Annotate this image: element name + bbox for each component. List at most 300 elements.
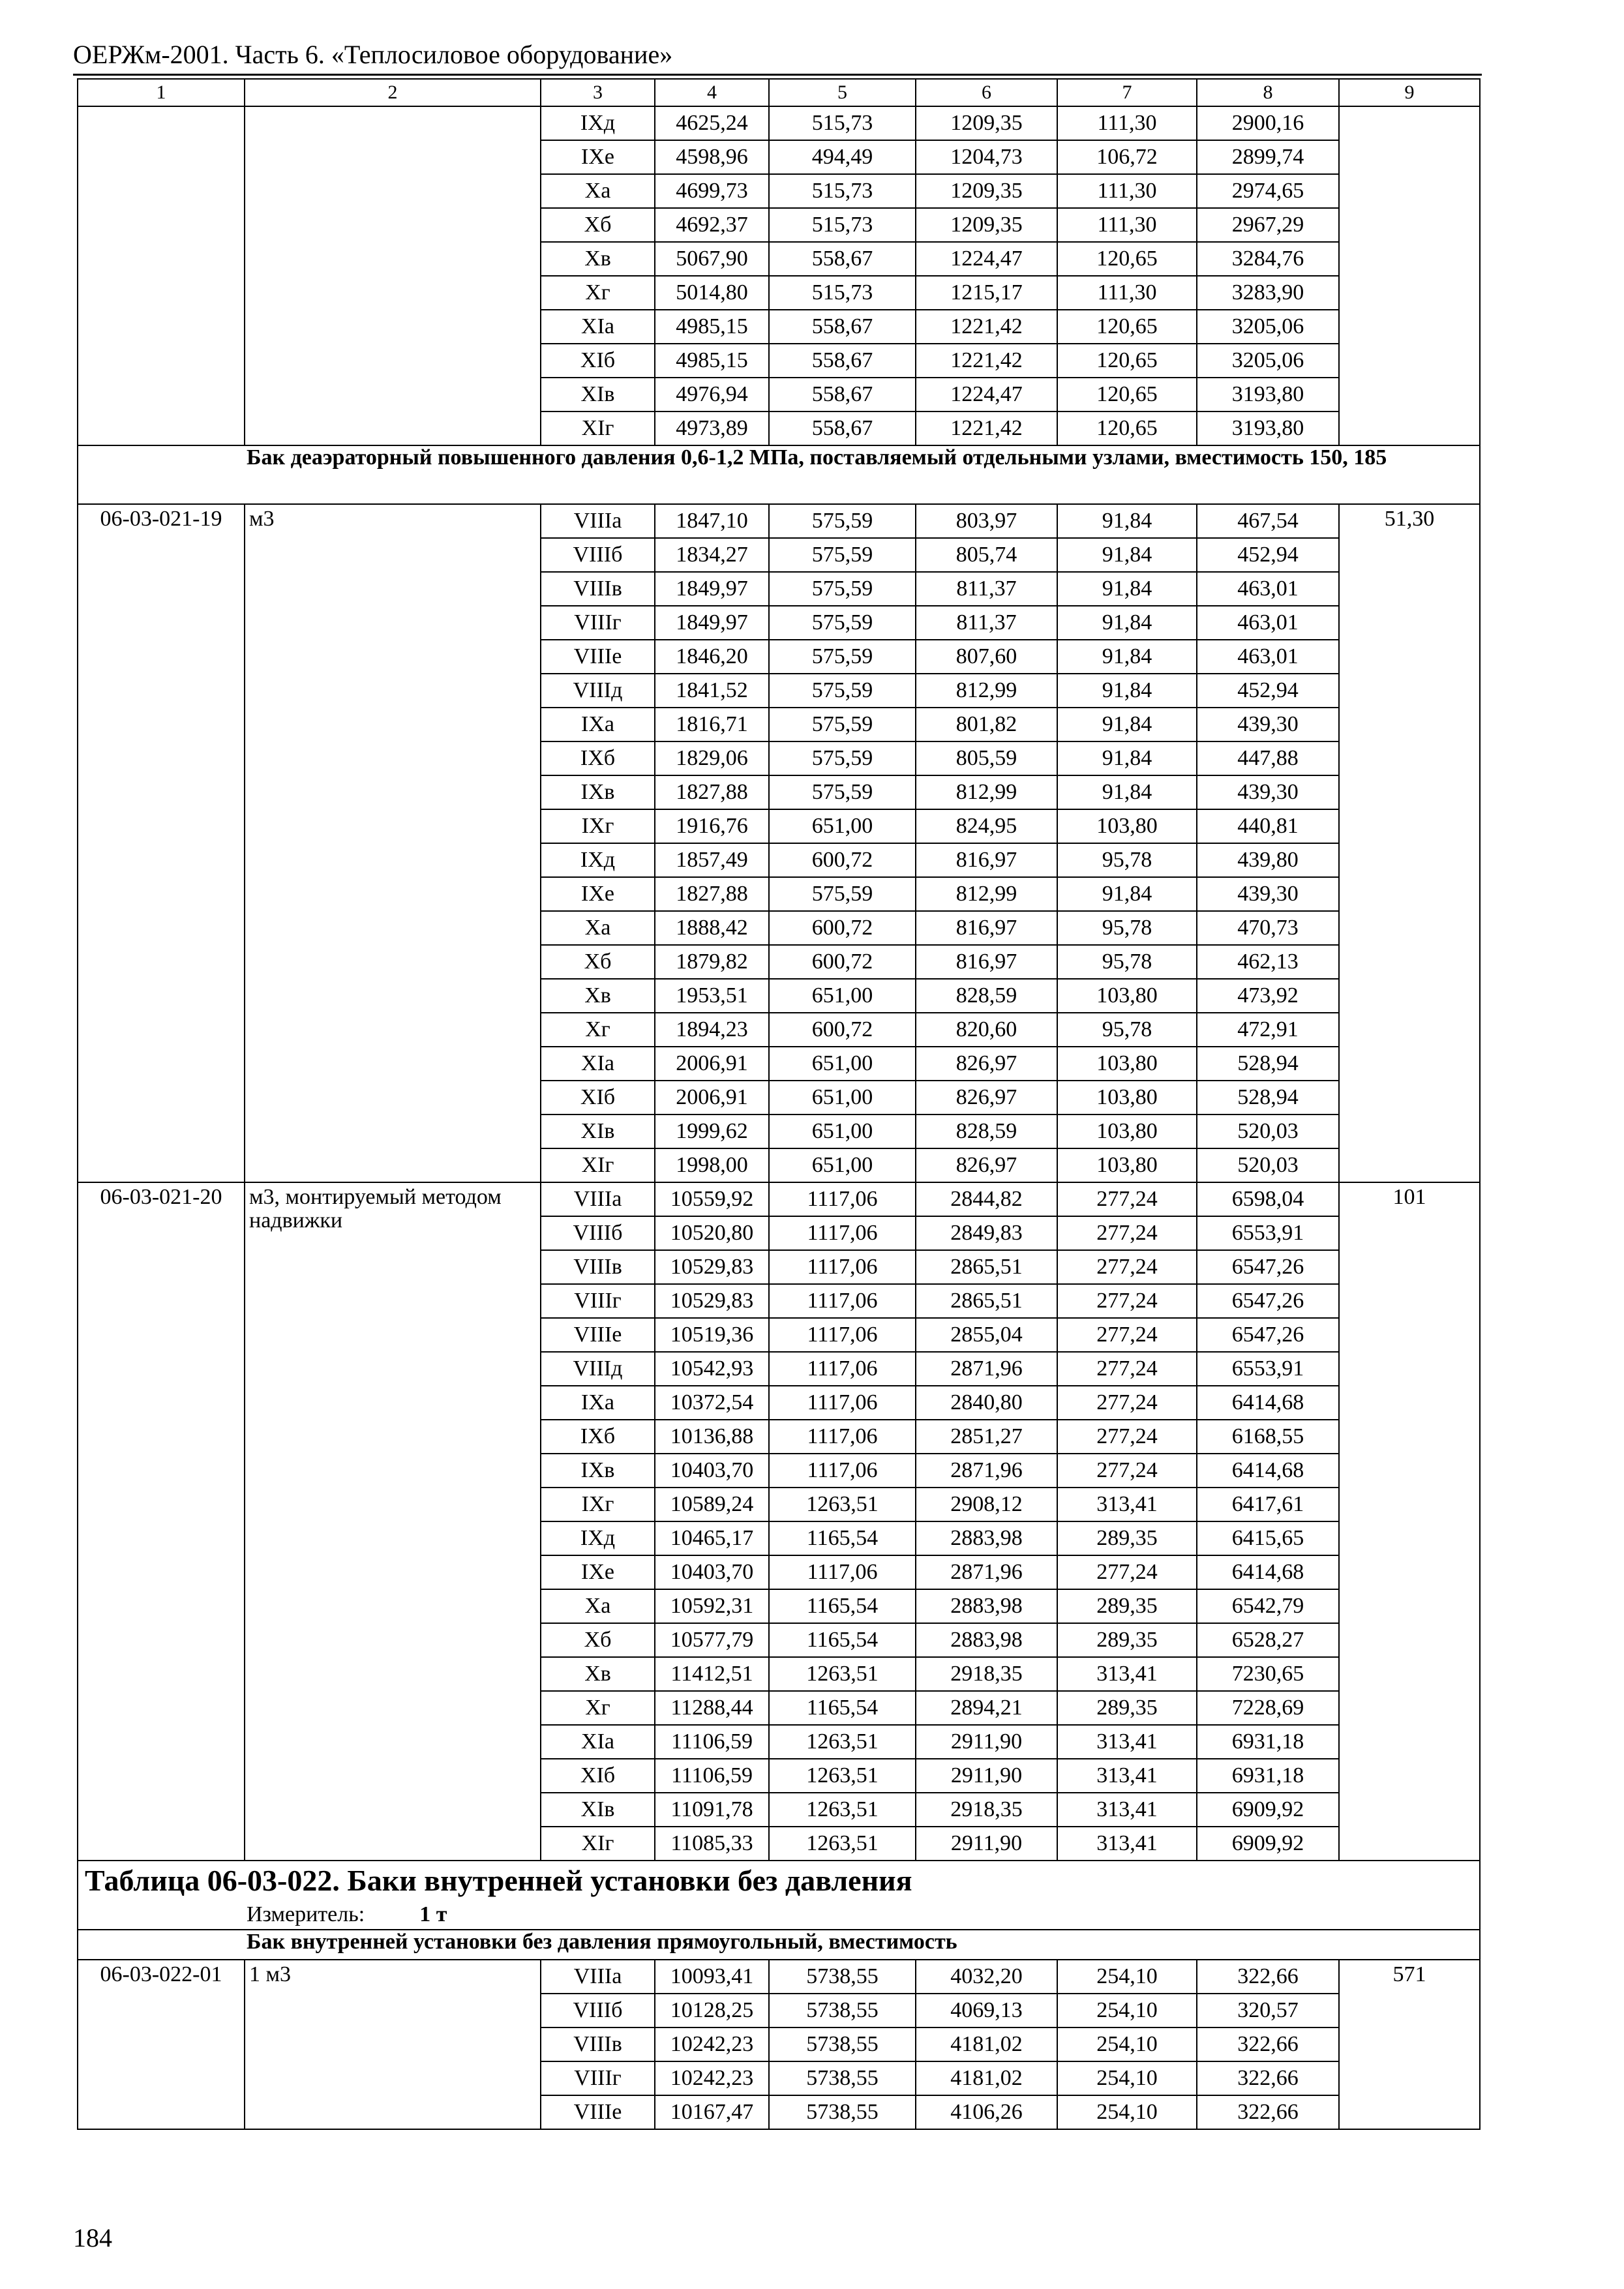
machinist-wages: 313,41 [1057,1657,1197,1691]
materials-cost: 6931,18 [1197,1725,1339,1759]
labor-wages: 1117,06 [769,1386,916,1420]
price-zone: XIв [541,1115,655,1148]
machinist-wages: 313,41 [1057,1725,1197,1759]
materials-cost: 6542,79 [1197,1589,1339,1623]
materials-cost: 463,01 [1197,606,1339,640]
rate-description: 1 м3 [245,1960,541,2129]
materials-cost: 320,57 [1197,1994,1339,2027]
labor-wages: 575,59 [769,674,916,708]
machine-cost: 4032,20 [916,1960,1057,1994]
machinist-wages: 254,10 [1057,2027,1197,2061]
labor-wages: 600,72 [769,843,916,877]
machine-cost: 4181,02 [916,2061,1057,2095]
labor-wages: 1117,06 [769,1284,916,1318]
machine-cost: 2855,04 [916,1318,1057,1352]
machine-cost: 2911,90 [916,1759,1057,1793]
machinist-wages: 103,80 [1057,1047,1197,1081]
total-cost: 11091,78 [655,1793,769,1827]
total-cost: 1916,76 [655,809,769,843]
table-title-row [78,1861,1480,1900]
machine-cost: 811,37 [916,572,1057,606]
labor-wages: 515,73 [769,174,916,208]
price-zone: Xг [541,1013,655,1047]
total-cost: 4976,94 [655,378,769,411]
total-cost: 4985,15 [655,344,769,378]
machinist-wages: 103,80 [1057,1148,1197,1182]
materials-cost: 322,66 [1197,1960,1339,1994]
labor-wages: 1117,06 [769,1182,916,1216]
materials-cost: 452,94 [1197,674,1339,708]
price-zone: IXд [541,106,655,140]
machine-cost: 803,97 [916,504,1057,538]
machine-cost: 816,97 [916,843,1057,877]
total-cost: 11085,33 [655,1827,769,1861]
rate-code: 06-03-021-20 [78,1182,245,1861]
materials-cost: 439,30 [1197,775,1339,809]
machine-cost: 2918,35 [916,1657,1057,1691]
column-number: 3 [541,79,655,106]
machine-cost: 1215,17 [916,276,1057,310]
labor-wages: 1117,06 [769,1454,916,1488]
machinist-wages: 103,80 [1057,809,1197,843]
materials-cost: 447,88 [1197,741,1339,775]
machinist-wages: 91,84 [1057,538,1197,572]
labor-wages: 575,59 [769,741,916,775]
machinist-wages: 111,30 [1057,208,1197,242]
machinist-wages: 289,35 [1057,1691,1197,1725]
machinist-wages: 111,30 [1057,106,1197,140]
total-cost: 11288,44 [655,1691,769,1725]
column-number-row [78,79,1480,106]
machinist-wages: 277,24 [1057,1352,1197,1386]
total-cost: 10592,31 [655,1589,769,1623]
machine-cost: 1221,42 [916,344,1057,378]
labor-hours: 51,30 [1339,504,1480,1182]
labor-hours: 101 [1339,1182,1480,1861]
materials-cost: 439,80 [1197,843,1339,877]
machine-cost: 2883,98 [916,1623,1057,1657]
labor-wages: 651,00 [769,1081,916,1115]
labor-wages: 558,67 [769,242,916,276]
price-zone: XIа [541,1725,655,1759]
labor-wages: 1263,51 [769,1725,916,1759]
labor-wages: 651,00 [769,1047,916,1081]
measure-cell [78,1900,1480,1930]
machine-cost: 828,59 [916,979,1057,1013]
materials-cost: 472,91 [1197,1013,1339,1047]
machine-cost: 2911,90 [916,1827,1057,1861]
machine-cost: 1209,35 [916,174,1057,208]
total-cost: 2006,91 [655,1047,769,1081]
price-zone: Xа [541,1589,655,1623]
materials-cost: 440,81 [1197,809,1339,843]
materials-cost: 6547,26 [1197,1250,1339,1284]
machine-cost: 820,60 [916,1013,1057,1047]
machine-cost: 1204,73 [916,140,1057,174]
materials-cost: 7230,65 [1197,1657,1339,1691]
price-zone: XIг [541,1148,655,1182]
machine-cost: 812,99 [916,674,1057,708]
total-cost: 4692,37 [655,208,769,242]
price-zone: VIIIа [541,504,655,538]
price-zone: IXе [541,877,655,911]
machinist-wages: 254,10 [1057,2061,1197,2095]
total-cost: 1827,88 [655,775,769,809]
price-zone: IXд [541,1521,655,1555]
labor-wages: 575,59 [769,538,916,572]
price-zone: XIа [541,1047,655,1081]
rate-description: м3, монтируемый методом надвижки [245,1182,541,1861]
price-zone: XIа [541,310,655,344]
materials-cost: 2900,16 [1197,106,1339,140]
materials-cost: 520,03 [1197,1148,1339,1182]
materials-cost: 463,01 [1197,572,1339,606]
total-cost: 1849,97 [655,572,769,606]
labor-wages: 651,00 [769,1115,916,1148]
materials-cost: 3193,80 [1197,378,1339,411]
labor-wages: 1263,51 [769,1793,916,1827]
machinist-wages: 95,78 [1057,911,1197,945]
total-cost: 1888,42 [655,911,769,945]
machinist-wages: 91,84 [1057,741,1197,775]
machine-cost: 1221,42 [916,310,1057,344]
materials-cost: 3284,76 [1197,242,1339,276]
materials-cost: 6415,65 [1197,1521,1339,1555]
table-row [78,504,1480,538]
materials-cost: 6547,26 [1197,1318,1339,1352]
machine-cost: 2840,80 [916,1386,1057,1420]
page-number: 184 [73,2223,112,2252]
machine-cost: 811,37 [916,606,1057,640]
column-number: 6 [916,79,1057,106]
column-number: 9 [1339,79,1480,106]
price-zone: Xа [541,174,655,208]
machinist-wages: 91,84 [1057,775,1197,809]
price-zone: XIб [541,1081,655,1115]
materials-cost: 3283,90 [1197,276,1339,310]
total-cost: 1953,51 [655,979,769,1013]
total-cost: 10520,80 [655,1216,769,1250]
labor-wages: 575,59 [769,504,916,538]
column-number: 2 [245,79,541,106]
rate-description [245,106,541,445]
price-zone: IXа [541,708,655,741]
measure-label: Измеритель: [247,1902,365,1926]
total-cost: 4973,89 [655,411,769,445]
labor-wages: 558,67 [769,378,916,411]
labor-wages: 1117,06 [769,1250,916,1284]
machinist-wages: 254,10 [1057,1960,1197,1994]
price-zone: XIг [541,411,655,445]
price-zone: IXд [541,843,655,877]
materials-cost: 3193,80 [1197,411,1339,445]
machinist-wages: 277,24 [1057,1182,1197,1216]
measure-row [78,1900,1480,1930]
machine-cost: 1209,35 [916,106,1057,140]
labor-wages: 1165,54 [769,1589,916,1623]
total-cost: 11106,59 [655,1759,769,1793]
labor-wages: 1263,51 [769,1488,916,1521]
materials-cost: 462,13 [1197,945,1339,979]
total-cost: 1834,27 [655,538,769,572]
total-cost: 5014,80 [655,276,769,310]
machine-cost: 828,59 [916,1115,1057,1148]
price-zone: VIIIа [541,1182,655,1216]
price-zone: Xв [541,1657,655,1691]
total-cost: 1847,10 [655,504,769,538]
total-cost: 1829,06 [655,741,769,775]
materials-cost: 2967,29 [1197,208,1339,242]
table-row [78,1182,1480,1216]
labor-wages: 5738,55 [769,2095,916,2129]
price-zone: XIб [541,1759,655,1793]
price-zone: VIIIв [541,2027,655,2061]
total-cost: 1879,82 [655,945,769,979]
materials-cost: 6528,27 [1197,1623,1339,1657]
materials-cost: 473,92 [1197,979,1339,1013]
labor-hours: 571 [1339,1960,1480,2129]
materials-cost: 2974,65 [1197,174,1339,208]
price-zone: VIIIв [541,1250,655,1284]
machinist-wages: 120,65 [1057,344,1197,378]
machinist-wages: 277,24 [1057,1250,1197,1284]
rates-table [77,78,1481,2130]
materials-cost: 452,94 [1197,538,1339,572]
materials-cost: 3205,06 [1197,344,1339,378]
price-zone: IXб [541,1420,655,1454]
price-zone: VIIIе [541,640,655,674]
machinist-wages: 277,24 [1057,1318,1197,1352]
rate-code: 06-03-021-19 [78,504,245,1182]
labor-wages: 575,59 [769,708,916,741]
total-cost: 1841,52 [655,674,769,708]
price-zone: Xг [541,276,655,310]
total-cost: 10093,41 [655,1960,769,1994]
machinist-wages: 277,24 [1057,1555,1197,1589]
labor-wages: 5738,55 [769,1994,916,2027]
machinist-wages: 254,10 [1057,2095,1197,2129]
total-cost: 1816,71 [655,708,769,741]
column-number: 1 [78,79,245,106]
machine-cost: 2871,96 [916,1352,1057,1386]
labor-wages: 5738,55 [769,1960,916,1994]
machine-cost: 816,97 [916,945,1057,979]
price-zone: VIIIд [541,674,655,708]
machinist-wages: 111,30 [1057,276,1197,310]
labor-wages: 651,00 [769,809,916,843]
machinist-wages: 91,84 [1057,674,1197,708]
materials-cost: 2899,74 [1197,140,1339,174]
total-cost: 1849,97 [655,606,769,640]
machine-cost: 2883,98 [916,1521,1057,1555]
total-cost: 10128,25 [655,1994,769,2027]
price-zone: VIIIв [541,572,655,606]
machinist-wages: 120,65 [1057,411,1197,445]
measure-value: 1 т [419,1902,447,1926]
machine-cost: 2844,82 [916,1182,1057,1216]
price-zone: IXе [541,140,655,174]
machinist-wages: 91,84 [1057,504,1197,538]
machine-cost: 2871,96 [916,1555,1057,1589]
total-cost: 1846,20 [655,640,769,674]
labor-wages: 1117,06 [769,1216,916,1250]
materials-cost: 6931,18 [1197,1759,1339,1793]
price-zone: Xб [541,945,655,979]
total-cost: 10372,54 [655,1386,769,1420]
price-zone: XIв [541,378,655,411]
price-zone: IXе [541,1555,655,1589]
price-zone: XIб [541,344,655,378]
machinist-wages: 289,35 [1057,1589,1197,1623]
materials-cost: 6414,68 [1197,1386,1339,1420]
labor-wages: 600,72 [769,911,916,945]
machinist-wages: 103,80 [1057,1081,1197,1115]
machine-cost: 812,99 [916,877,1057,911]
price-zone: Xб [541,208,655,242]
materials-cost: 7228,69 [1197,1691,1339,1725]
machine-cost: 4106,26 [916,2095,1057,2129]
section-title: Бак внутренней установки без давления прямоугольный, вместимость [78,1930,1480,1960]
materials-cost: 6909,92 [1197,1827,1339,1861]
machinist-wages: 313,41 [1057,1488,1197,1521]
machine-cost: 4181,02 [916,2027,1057,2061]
materials-cost: 520,03 [1197,1115,1339,1148]
labor-wages: 5738,55 [769,2027,916,2061]
total-cost: 10136,88 [655,1420,769,1454]
labor-wages: 1165,54 [769,1691,916,1725]
total-cost: 4699,73 [655,174,769,208]
machinist-wages: 120,65 [1057,378,1197,411]
price-zone: Xв [541,979,655,1013]
total-cost: 1857,49 [655,843,769,877]
total-cost: 10559,92 [655,1182,769,1216]
machinist-wages: 313,41 [1057,1827,1197,1861]
labor-wages: 575,59 [769,606,916,640]
price-zone: VIIIг [541,606,655,640]
rate-code [78,106,245,445]
machine-cost: 2871,96 [916,1454,1057,1488]
labor-wages: 558,67 [769,411,916,445]
machinist-wages: 277,24 [1057,1386,1197,1420]
materials-cost: 439,30 [1197,708,1339,741]
machinist-wages: 254,10 [1057,1994,1197,2027]
materials-cost: 528,94 [1197,1081,1339,1115]
machine-cost: 1224,47 [916,242,1057,276]
price-zone: Xа [541,911,655,945]
labor-wages: 1117,06 [769,1555,916,1589]
column-number: 8 [1197,79,1339,106]
total-cost: 4625,24 [655,106,769,140]
price-zone: Xб [541,1623,655,1657]
price-zone: VIIIб [541,1216,655,1250]
machine-cost: 807,60 [916,640,1057,674]
machinist-wages: 277,24 [1057,1454,1197,1488]
rate-description: м3 [245,504,541,1182]
machinist-wages: 277,24 [1057,1284,1197,1318]
machine-cost: 2883,98 [916,1589,1057,1623]
materials-cost: 463,01 [1197,640,1339,674]
machinist-wages: 277,24 [1057,1216,1197,1250]
total-cost: 10403,70 [655,1555,769,1589]
table-title: Таблица 06-03-022. Баки внутренней установки без давления [78,1861,1480,1900]
total-cost: 10465,17 [655,1521,769,1555]
machinist-wages: 313,41 [1057,1759,1197,1793]
total-cost: 10242,23 [655,2027,769,2061]
labor-wages: 1117,06 [769,1420,916,1454]
total-cost: 1894,23 [655,1013,769,1047]
column-number: 5 [769,79,916,106]
labor-wages: 1165,54 [769,1623,916,1657]
labor-wages: 515,73 [769,276,916,310]
materials-cost: 6909,92 [1197,1793,1339,1827]
labor-wages: 600,72 [769,945,916,979]
total-cost: 10519,36 [655,1318,769,1352]
labor-wages: 515,73 [769,208,916,242]
machine-cost: 826,97 [916,1081,1057,1115]
labor-wages: 5738,55 [769,2061,916,2095]
table-row [78,106,1480,140]
total-cost: 11412,51 [655,1657,769,1691]
total-cost: 1999,62 [655,1115,769,1148]
materials-cost: 322,66 [1197,2095,1339,2129]
price-zone: VIIIе [541,2095,655,2129]
machine-cost: 826,97 [916,1148,1057,1182]
materials-cost: 6168,55 [1197,1420,1339,1454]
labor-wages: 558,67 [769,310,916,344]
machine-cost: 1209,35 [916,208,1057,242]
machine-cost: 2911,90 [916,1725,1057,1759]
price-zone: Xв [541,242,655,276]
total-cost: 2006,91 [655,1081,769,1115]
column-number: 4 [655,79,769,106]
machinist-wages: 106,72 [1057,140,1197,174]
machinist-wages: 91,84 [1057,708,1197,741]
section-title: Бак деаэраторный повышенного давления 0,6-1,2 МПа, поставляемый отдельными узлами, вместимость 150, 185 [78,445,1480,504]
price-zone: VIIIб [541,1994,655,2027]
materials-cost: 6547,26 [1197,1284,1339,1318]
machine-cost: 805,74 [916,538,1057,572]
machine-cost: 2918,35 [916,1793,1057,1827]
labor-wages: 1117,06 [769,1318,916,1352]
machine-cost: 2865,51 [916,1250,1057,1284]
materials-cost: 6553,91 [1197,1352,1339,1386]
machinist-wages: 277,24 [1057,1420,1197,1454]
column-number: 7 [1057,79,1197,106]
machine-cost: 816,97 [916,911,1057,945]
total-cost: 10403,70 [655,1454,769,1488]
machine-cost: 801,82 [916,708,1057,741]
price-zone: XIг [541,1827,655,1861]
materials-cost: 6553,91 [1197,1216,1339,1250]
machinist-wages: 95,78 [1057,1013,1197,1047]
labor-wages: 515,73 [769,106,916,140]
labor-wages: 1263,51 [769,1759,916,1793]
machine-cost: 812,99 [916,775,1057,809]
total-cost: 5067,90 [655,242,769,276]
machine-cost: 826,97 [916,1047,1057,1081]
labor-wages: 558,67 [769,344,916,378]
machinist-wages: 111,30 [1057,174,1197,208]
machine-cost: 1221,42 [916,411,1057,445]
page-header: ОЕРЖм-2001. Часть 6. «Теплосиловое оборудование» [73,40,673,69]
materials-cost: 322,66 [1197,2061,1339,2095]
materials-cost: 528,94 [1197,1047,1339,1081]
price-zone: IXг [541,809,655,843]
labor-hours [1339,106,1480,445]
labor-wages: 651,00 [769,979,916,1013]
total-cost: 10589,24 [655,1488,769,1521]
total-cost: 10577,79 [655,1623,769,1657]
